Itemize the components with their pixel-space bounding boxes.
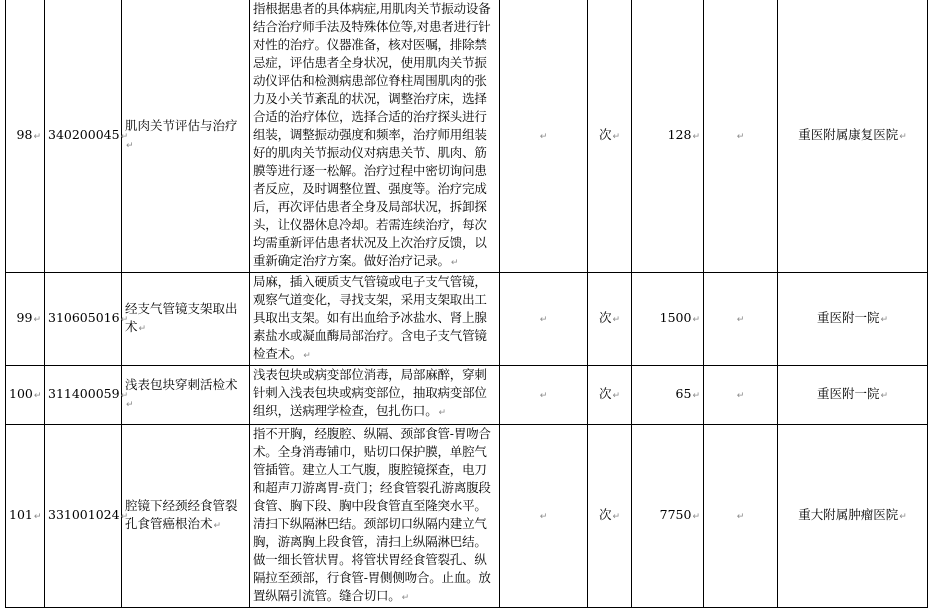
- hospital-cell: 重医附一院↵: [778, 273, 928, 366]
- item-description-cell: 指根据患者的具体病症,用肌肉关节振动设备结合治疗师手法及特殊体位等,对患者进行针对性的治疗。仪器准备，核对医嘱，排除禁忌症，评估患者全身状况，使用肌肉关节振动仪评估和检测病患部位脊柱周围肌肉的张力及小关节紊乱的状况，调整治疗床，选择合适的治疗体位，选择合适的治疗探头进行组装，调整振动强度和频率，治疗师用组装好的肌肉关节振动仪对病患关节、肌肉、筋膜等进行逐一松解。治疗过程中密切询问患者反应，及时调整位置、强度等。治疗完成后，再次评估患者全身及局部状况，拆卸探头，让仪器休息冷却。若需连续治疗，每次均需重新评估患者状况及上次治疗反馈，以重新确定治疗方案。做好治疗记录。↵: [250, 0, 500, 273]
- unit-cell: 次↵: [588, 425, 632, 608]
- hospital-cell: 重大附属肿瘤医院↵: [778, 425, 928, 608]
- unit-cell: 次↵: [588, 366, 632, 425]
- item-description-cell: 局麻，插入硬质支气管镜或电子支气管镜，观察气道变化，寻找支架，采用支架取出工具取出支架。如有出血给予冰盐水、肾上腺素盐水或凝血酶局部治疗。含电子支气管镜检查术。↵: [250, 273, 500, 366]
- unit-cell: 次↵: [588, 273, 632, 366]
- notes-cell: ↵: [704, 0, 778, 273]
- table-row: [6, 366, 928, 425]
- item-description-cell: 指不开胸，经腹腔、纵隔、颈部食管-胃吻合术。全身消毒铺巾，贴切口保护膜，单腔气管插管。建立人工气腹，腹腔镜探查，电刀和超声刀游离胃-贲门；经食管裂孔游离腹段食管、胸下段、胸中段食管直至隆突水平。清扫下纵隔淋巴结。颈部切口纵隔内建立气胸，游离胸上段食管，清扫上纵隔淋巴结。做一细长管状胃。将管状胃经食管裂孔、纵隔拉至颈部，行食管-胃侧侧吻合。止血。放置纵隔引流管。缝合切口。↵: [250, 425, 500, 608]
- item-number-cell: 100↵: [6, 366, 45, 425]
- notes-cell: ↵: [704, 366, 778, 425]
- item-description-cell: 浅表包块或病变部位消毒，局部麻醉，穿刺针刺入浅表包块或病变部位，抽取病变部位组织，送病理学检查，包扎伤口。↵: [250, 366, 500, 425]
- item-number-cell: 99↵: [6, 273, 45, 366]
- exclusion-cell: ↵: [500, 366, 588, 425]
- item-code-cell: 310605016↵: [45, 273, 122, 366]
- table-row: [6, 273, 928, 366]
- item-code-cell: 340200045↵: [45, 0, 122, 273]
- item-name-cell: 腔镜下经颈经食管裂孔食管癌根治术↵: [122, 425, 250, 608]
- price-cell: 65↵: [632, 366, 704, 425]
- table-row: [6, 425, 928, 608]
- table-row: [6, 0, 928, 273]
- exclusion-cell: ↵: [500, 425, 588, 608]
- item-code-cell: 331001024↵: [45, 425, 122, 608]
- item-number-cell: 98↵: [6, 0, 45, 273]
- exclusion-cell: ↵: [500, 0, 588, 273]
- item-code-cell: 311400059↵: [45, 366, 122, 425]
- price-cell: 1500↵: [632, 273, 704, 366]
- exclusion-cell: ↵: [500, 273, 588, 366]
- fee-schedule-table: [5, 0, 928, 608]
- item-name-cell: 经支气管镜支架取出术↵: [122, 273, 250, 366]
- hospital-cell: 重医附属康复医院↵: [778, 0, 928, 273]
- item-number-cell: 101↵: [6, 425, 45, 608]
- item-name-cell: 浅表包块穿刺活检术↵: [122, 366, 250, 425]
- unit-cell: 次↵: [588, 0, 632, 273]
- price-cell: 7750↵: [632, 425, 704, 608]
- item-name-cell: 肌肉关节评估与治疗↵: [122, 0, 250, 273]
- notes-cell: ↵: [704, 425, 778, 608]
- notes-cell: ↵: [704, 273, 778, 366]
- price-cell: 128↵: [632, 0, 704, 273]
- hospital-cell: 重医附一院↵: [778, 366, 928, 425]
